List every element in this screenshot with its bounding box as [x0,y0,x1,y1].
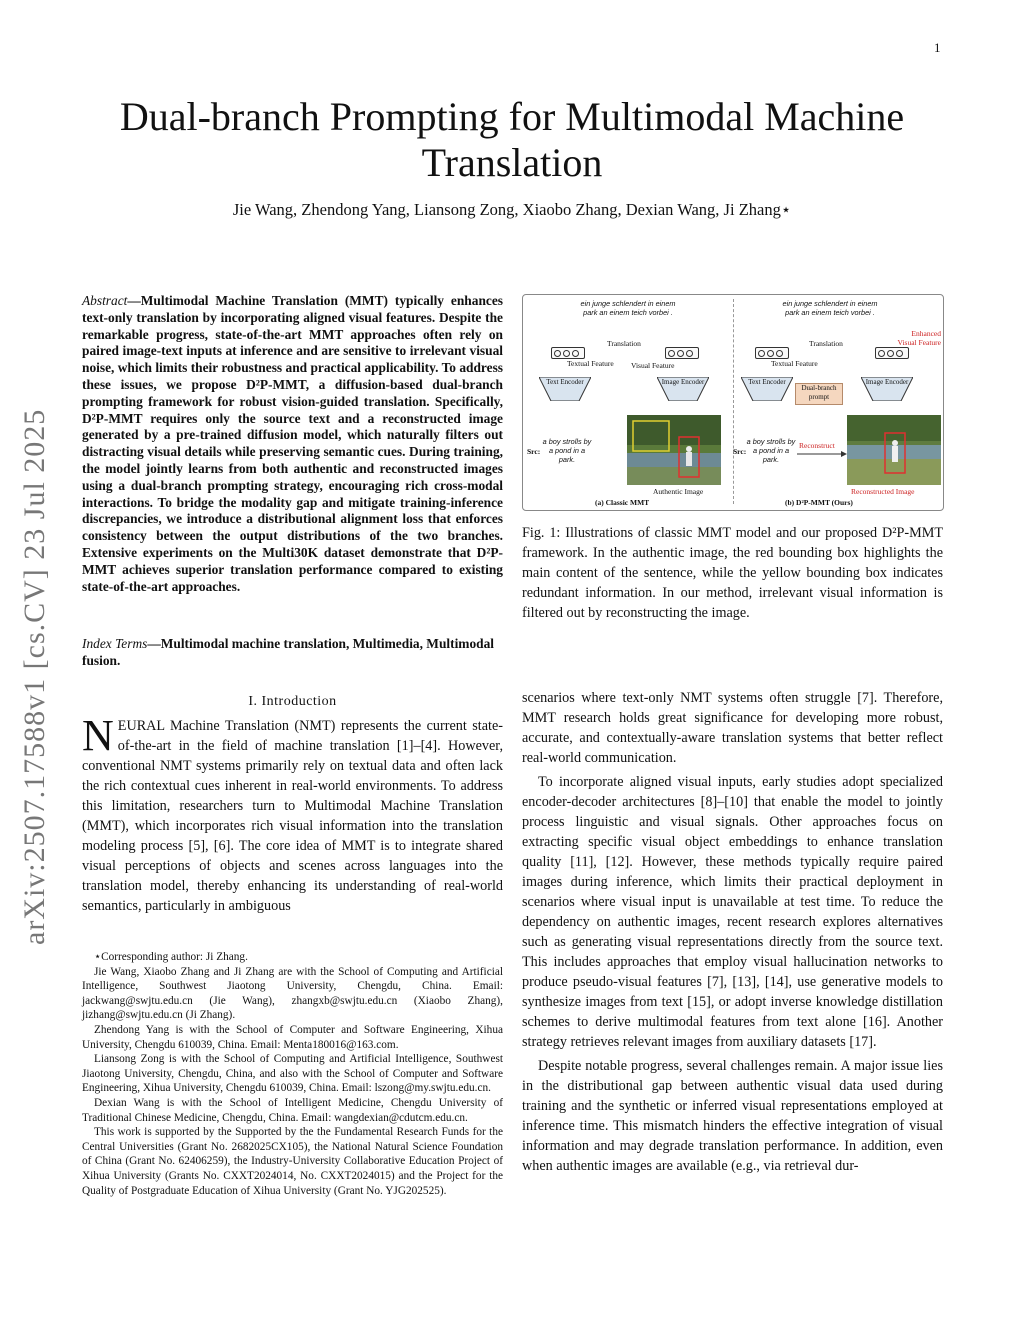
visual-feature-block-a [665,347,699,359]
intro-paragraph [82,711,503,916]
arxiv-stamp: arXiv:2507.17588v1 [cs.CV] 23 Jul 2025 [18,408,51,945]
panel-b-label: (b) D²P-MMT (Ours) [785,498,853,507]
footnote: This work is supported by the Supported by the the Fundamental Research Funds for the Central Universities (Grant No. 2682025CX105), the National Natural Science Foundation of China (Grant No. 62406259), the Industry-University Collaborative Education Project of Xihua University (Grants No. CXXT2024014, No. CXXT2024015) and the Project for the Quality of Postgraduate Education of Xihua University (Grant No. YJG202525). [82,1126,503,1197]
reconstructed-image [847,415,941,485]
image-encoder-label: Image Encoder [865,378,909,386]
german-sentence-b: ein junge schlendert in einem park an einem teich vorbei . [782,299,878,317]
src-text-b: a boy strolls by a pond in a park. [746,437,796,464]
dropcap: N [82,711,114,760]
image-encoder-label: Image Encoder [661,378,705,386]
footnotes [82,950,503,1198]
textual-feature-block-b [755,347,789,359]
text-encoder-a [539,377,591,401]
index-terms [82,636,503,670]
translation-label-a: Translation [607,339,641,348]
figure-1 [522,294,944,511]
textual-feature-label-b: Textual Feature [771,359,818,368]
reconstruct-arrow-icon [797,451,847,457]
footnote: Jie Wang, Xiaobo Zhang and Ji Zhang are with the School of Computing and Artificial Intelligence, Southwest Jiaotong University, Chengdu, China. Email: jackwang@swjtu.edu.cn (Jie Wang), zhangxb@swjtu.edu.cn (Xiaobo Zhang), jizhang@swjtu.edu.cn (Ji Zhang). [82,965,503,1022]
page-number: 1 [934,40,941,55]
footnote: Liansong Zong is with the School of Computing and Artificial Intelligence, Southwest Jiaotong University, Chengdu, China, and also with the School of Computer and Software Engineering, Xihua University, Chengdu 610039, China. Email: lszong@my.swjtu.edu.cn. [82,1053,503,1095]
paragraph: scenarios where text-only NMT systems often struggle [7]. Therefore, MMT research holds great significance for developing more robust, accurate, and contextually-aware translation systems that better reflect real-world communication. [522,690,943,766]
abstract-label: Abstract [82,293,128,308]
index-terms-text: —Multimodal machine translation, Multimedia, Multimodal fusion. [82,636,495,668]
image-encoder-a [657,377,709,401]
enhanced-visual-feature-block [875,347,909,359]
abstract-text: —Multimodal Machine Translation (MMT) typically enhances text-only translation by incorporating aligned visual features. Despite the remarkable progress, state-of-the-art MMT approaches often rely on paired image-text inputs at inference and are sensitive to irrelevant visual noise, which limits their robustness and practical applicability. To address these issues, we propose D²P-MMT, a diffusion-based dual-branch prompting framework for robust vision-guided translation. Specifically, D²P-MMT requires only the source text and a reconstructed image generated by a pre-trained diffusion model, which naturally filters out distracting visual details while preserving semantic cues. During training, the model jointly learns from both authentic and reconstructed images using a dual-branch prompting strategy, encouraging rich cross-modal interactions. To bridge the modality gap and mitigate training-inference discrepancies, we introduce a distributional alignment loss that enforces consistency between the output distributions of the two branches. Extensive experiments on the Multi30K dataset demonstrate that D²P-MMT achieves superior translation performance compared to existing state-of-the-art approaches. [82,293,503,594]
german-sentence-a: ein junge schlendert in einem park an einem teich vorbei . [580,299,676,317]
figure-caption: Fig. 1: Illustrations of classic MMT model and our proposed D²P-MMT framework. In the authentic image, the red bounding box highlights the main content of the sentence, while the yellow bounding box indicates redundant information. In our method, irrelevant visual information is filtered out by reconstructing the image. [522,525,943,621]
authentic-image [627,415,721,485]
text-encoder-label: Text Encoder [748,378,786,386]
src-label-b: Src: [733,447,747,456]
image-encoder-b [861,377,913,401]
src-label-a: Src: [527,447,541,456]
enhanced-visual-feature-label: Enhanced Visual Feature [897,329,941,347]
paper-title: Dual-branch Prompting for Multimodal Machine Translation [119,94,905,185]
author-list: Jie Wang, Zhendong Yang, Liansong Zong, Xiaobo Zhang, Dexian Wang, Ji Zhang⋆ [232,200,792,219]
dual-branch-prompt-box: Dual-branch prompt [795,383,843,405]
panel-divider [733,299,734,504]
textual-feature-label-a: Textual Feature [567,359,614,368]
intro-text: EURAL Machine Translation (NMT) represents the current state-of-the-art in the field of machine translation [1]–[4]. However, conventional NMT systems primarily rely on textual data and often lack the rich contextual cues inherent in real-world environments. To address this limitation, researchers turn to Multimodal Machine Translation (MMT), which incorporates rich visual information into the translation modeling process [5], [6]. The core idea of MMT is to integrate shared visual perceptions of objects and scenes across languages into the translation model, thereby enhancing its understanding of real-world semantics, particularly in ambiguous [82,718,503,914]
footnote: Zhendong Yang is with the School of Computer and Software Engineering, Xihua University, Chengdu 610039, China. Email: Menta180016@163.com. [82,1023,503,1051]
reconstructed-image-label: Reconstructed Image [851,487,915,496]
authentic-image-label: Authentic Image [653,487,704,496]
footnote: ⋆Corresponding author: Ji Zhang. [94,951,248,963]
index-terms-label: Index Terms [82,636,148,651]
panel-a-label: (a) Classic MMT [595,498,650,507]
src-text-a: a boy strolls by a pond in a park. [542,437,592,464]
abstract [82,293,503,595]
textual-feature-block-a [551,347,585,359]
visual-feature-label-a: Visual Feature [631,361,675,370]
footnote: Dexian Wang is with the School of Intelligent Medicine, Chengdu University of Traditional Chinese Medicine, Chengdu, China. Email: wangdexian@cdutcm.edu.cn. [82,1096,503,1124]
text-encoder-b [741,377,793,401]
reconstruct-label: Reconstruct [799,441,835,450]
right-column-text [522,688,943,1180]
paragraph: To incorporate aligned visual inputs, early studies adopt specialized encoder-decoder architectures [8]–[10] that enable the model to jointly process linguistic and visual signals. Other approaches focus on extracting specific visual object embeddings to enhance translation quality [11], [12]. However, these methods typically require paired images during inference, which limits their practical deployment in scenarios where visual input is unavailable at test time. To reduce the dependency on authentic images, recent research explores alternatives such as generating visual representations directly from the source text. This includes approaches that employ visual hallucination networks to produce pseudo-visual features [7], [13], [14], use generative models to synthesize images from text [15], or adopt inverse knowledge distillation schemes to derive multimodal features from text alone [16]. Another strategy retrieves relevant images from auxiliary datasets [17]. [522,774,943,1050]
text-encoder-label: Text Encoder [546,378,584,386]
paragraph: Despite notable progress, several challenges remain. A major issue lies in the distributional gap between authentic visual data used during training and the synthetic or inferred visual representations employed at inference time. This mismatch hinders the effective integration of visual information and may degrade translation performance. In addition, even when authentic images are available (e.g., via retrieval dur- [522,1058,943,1174]
section-heading: I. Introduction [248,694,337,709]
translation-label-b: Translation [809,339,843,348]
